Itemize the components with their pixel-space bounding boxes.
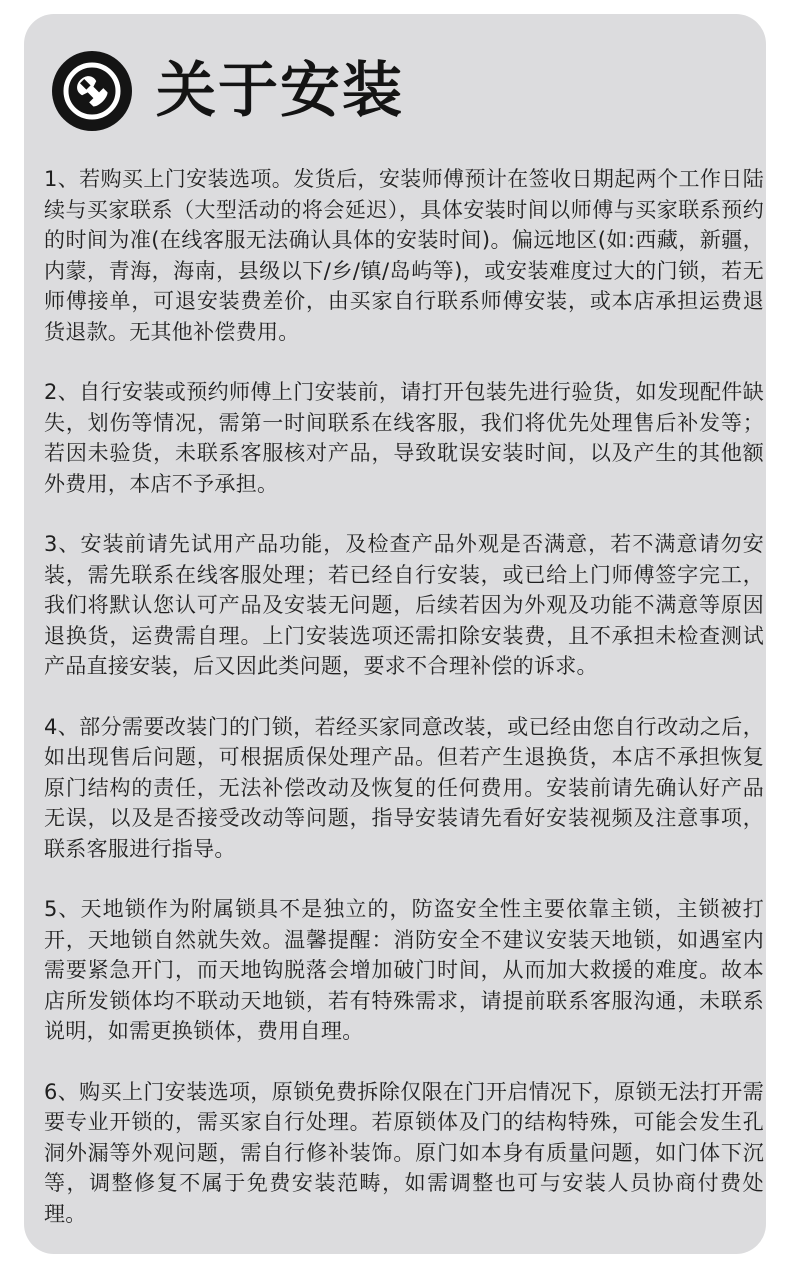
notice-paragraph-6: 6、购买上门安装选项，原锁免费拆除仅限在门开启情况下，原锁无法打开需要专业开锁的，需买家自行处理。若原锁体及门的结构特殊，可能会发生孔洞外漏等外观问题，需自行修补装饰。原门如本身有质量问题，如门体下沉等，调整修复不属于免费安装范畴，如需调整也可与安装人员协商付费处理。 — [44, 1079, 764, 1226]
notice-paragraph-2: 2、自行安装或预约师傅上门安装前，请打开包装先进行验货，如发现配件缺失，划伤等情况，需第一时间联系在线客服，我们将优先处理售后补发等；若因未验货，未联系客服核对产品，导致耽误安装时间，以及产生的其他额外费用，本店不予承担。 — [44, 380, 764, 496]
notice-paragraph-4: 4、部分需要改装门的门锁，若经买家同意改装，或已经由您自行改动之后，如出现售后问题，可根据质保处理产品。但若产生退换货，本店不承担恢复原门结构的责任，无法补偿改动及恢复的任何费用。安装前请先确认好产品无误，以及是否接受改动等问题，指导安装请先看好安装视频及注意事项，联系客服进行指导。 — [44, 714, 764, 861]
notice-paragraph-1: 1、若购买上门安装选项。发货后，安装师傅预计在签收日期起两个工作日陆续与买家联系（大型活动的将会延迟），具体安装时间以师傅与买家联系预约的时间为准(在线客服无法确认具体的安装时间)。偏远地区(如:西藏，新疆，内蒙，青海，海南，县级以下/乡/镇/岛屿等)，或安装难度过大的门锁，若无师傅接单，可退安装费差价，由买家自行联系师傅安装，或本店承担运费退货退款。无其他补偿费用。 — [44, 167, 764, 344]
notice-content — [44, 164, 764, 1259]
section-header — [52, 50, 404, 132]
page-title: 关于安装 — [156, 56, 404, 126]
wrench-icon — [52, 51, 132, 131]
notice-paragraph-3: 3、安装前请先试用产品功能，及检查产品外观是否满意，若不满意请勿安装，需先联系在线客服处理；若已经自行安装，或已给上门师傅签字完工，我们将默认您认可产品及安装无问题，后续若因为外观及功能不满意等原因退换货，运费需自理。上门安装选项还需扣除安装费，且不承担未检查测试产品直接安装，后又因此类问题，要求不合理补偿的诉求。 — [44, 532, 764, 678]
notice-paragraph-5: 5、天地锁作为附属锁具不是独立的，防盗安全性主要依靠主锁，主锁被打开，天地锁自然就失效。温馨提醒：消防安全不建议安装天地锁，如遇室内需要紧急开门，而天地钩脱落会增加破门时间，从而加大救援的难度。故本店所发锁体均不联动天地锁，若有特殊需求，请提前联系客服沟通，未联系说明，如需更换锁体，费用自理。 — [44, 897, 764, 1043]
